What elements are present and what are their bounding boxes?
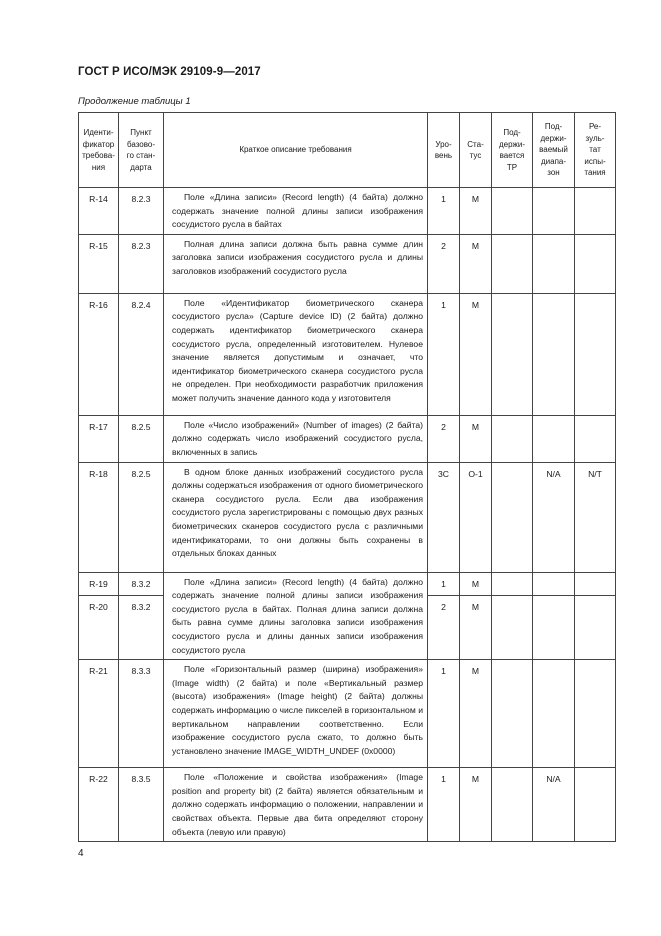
cell-id: R-15 (79, 234, 119, 293)
cell-clause: 8.3.2 (119, 572, 164, 595)
cell-level: 2 (428, 415, 460, 462)
cell-supported-range (533, 660, 575, 768)
cell-status: M (460, 768, 492, 842)
cell-tp-supported (492, 415, 533, 462)
cell-level: 1 (428, 293, 460, 415)
table-row (79, 188, 616, 235)
cell-clause: 8.2.5 (119, 462, 164, 572)
table-row (79, 572, 616, 595)
cell-supported-range (533, 595, 575, 659)
cell-level: 1 (428, 660, 460, 768)
cell-test-result (575, 768, 616, 842)
column-header-supported-range: Под- держи- ваемый диапа- зон (533, 113, 575, 188)
cell-id: R-20 (79, 595, 119, 659)
table-row (79, 293, 616, 415)
cell-id: R-14 (79, 188, 119, 235)
column-header-test-result: Ре- зуль- тат испы- тания (575, 113, 616, 188)
cell-description: Поле «Положение и свойства изображения» (Image position and property bit) (2 байта) является обязательным и должно содержать информацию о положении, направлении и свойствах объекта. Первые два бита определяют сторону объекта (левую или правую) (164, 768, 428, 842)
cell-clause: 8.3.2 (119, 595, 164, 659)
cell-id: R-21 (79, 660, 119, 768)
cell-clause: 8.3.3 (119, 660, 164, 768)
cell-clause: 8.2.3 (119, 188, 164, 235)
cell-id: R-22 (79, 768, 119, 842)
cell-level: 3C (428, 462, 460, 572)
table-row (79, 768, 616, 842)
cell-status: O-1 (460, 462, 492, 572)
cell-id: R-17 (79, 415, 119, 462)
cell-status: M (460, 660, 492, 768)
column-header-tp-supported: Под- держи- вается ТР (492, 113, 533, 188)
cell-level: 1 (428, 768, 460, 842)
cell-tp-supported (492, 234, 533, 293)
cell-tp-supported (492, 462, 533, 572)
cell-description: Полная длина записи должна быть равна сумме длин заголовка записи изображения сосудистого русла и длины заголовков изображений сосудистого русла (164, 234, 428, 293)
cell-clause: 8.2.3 (119, 234, 164, 293)
cell-status: M (460, 595, 492, 659)
cell-status: M (460, 293, 492, 415)
cell-supported-range (533, 234, 575, 293)
cell-tp-supported (492, 293, 533, 415)
cell-supported-range (533, 572, 575, 595)
cell-tp-supported (492, 595, 533, 659)
cell-tp-supported (492, 768, 533, 842)
cell-tp-supported (492, 188, 533, 235)
cell-level: 2 (428, 595, 460, 659)
document-header: ГОСТ Р ИСО/МЭК 29109-9—2017 (78, 66, 261, 78)
table-row (79, 415, 616, 462)
table-row (79, 234, 616, 293)
cell-status: M (460, 415, 492, 462)
cell-supported-range: N/A (533, 462, 575, 572)
cell-id: R-19 (79, 572, 119, 595)
cell-id: R-18 (79, 462, 119, 572)
column-header-status: Ста- тус (460, 113, 492, 188)
cell-supported-range (533, 293, 575, 415)
cell-tp-supported (492, 572, 533, 595)
cell-test-result: N/T (575, 462, 616, 572)
cell-id: R-16 (79, 293, 119, 415)
cell-test-result (575, 234, 616, 293)
column-header-clause: Пункт базово- го стан- дарта (119, 113, 164, 188)
cell-description: В одном блоке данных изображений сосудистого русла должны содержаться изображения от одного биометрического сканера сосудистого русла. Если два изображения сосудистого русла зарегистрированы с помощью двух разных биометрических сканеров сосудистого русла с различными идентификаторами, то они должны быть сохранены в отдельных блоках данных (164, 462, 428, 572)
column-header-description: Краткое описание требования (164, 113, 428, 188)
cell-clause: 8.3.5 (119, 768, 164, 842)
column-header-id: Иденти- фикатор требова- ния (79, 113, 119, 188)
cell-supported-range (533, 188, 575, 235)
cell-test-result (575, 595, 616, 659)
cell-status: M (460, 188, 492, 235)
cell-supported-range (533, 415, 575, 462)
cell-level: 1 (428, 572, 460, 595)
cell-description: Поле «Число изображений» (Number of images) (2 байта) должно содержать число изображений сосудистого русла, включенных в запись (164, 415, 428, 462)
cell-description: Поле «Длина записи» (Record length) (4 байта) должно содержать значение полной длины записи изображения сосудистого русла в байтах. Полная длина записи должна быть равна сумме длины заголовка записи изображения сосудистого русла и длины данных записи изображения сосудистого русла (164, 572, 428, 660)
cell-test-result (575, 293, 616, 415)
page-number: 4 (78, 848, 84, 859)
cell-test-result (575, 572, 616, 595)
cell-tp-supported (492, 660, 533, 768)
requirements-table (78, 112, 616, 842)
cell-clause: 8.2.4 (119, 293, 164, 415)
cell-test-result (575, 660, 616, 768)
column-header-level: Уро- вень (428, 113, 460, 188)
cell-clause: 8.2.5 (119, 415, 164, 462)
cell-description: Поле «Горизонтальный размер (ширина) изображения» (Image width) (2 байта) и поле «Вертикальный размер (высота) изображения» (Image height) (2 байта) должны содержать информацию о числе пикселей в горизонтальном и вертикальном направлении соответственно. Если изображение сосудистого русла сжато, то должно быть установлено значение IMAGE_WIDTH_UNDEF (0x0000) (164, 660, 428, 768)
cell-status: M (460, 234, 492, 293)
table-caption: Продолжение таблицы 1 (78, 96, 191, 107)
cell-description: Поле «Длина записи» (Record length) (4 байта) должно содержать значение полной длины записи изображения сосудистого русла в байтах (164, 188, 428, 235)
cell-supported-range: N/A (533, 768, 575, 842)
table-row (79, 660, 616, 768)
cell-level: 1 (428, 188, 460, 235)
cell-level: 2 (428, 234, 460, 293)
table-header-row (79, 113, 616, 188)
table-row (79, 462, 616, 572)
cell-description: Поле «Идентификатор биометрического сканера сосудистого русла» (Capture device ID) (2 байта) должно содержать идентификатор биометрического сканера сосудистого русла, определенный изготовителем. Нулевое значение является допустимым и означает, что идентификатор биометрического сканера сосудистого русла не определен. При необходимости разработчик приложения может получить значение данного кода у изготовителя (164, 293, 428, 415)
cell-test-result (575, 188, 616, 235)
cell-status: M (460, 572, 492, 595)
cell-test-result (575, 415, 616, 462)
